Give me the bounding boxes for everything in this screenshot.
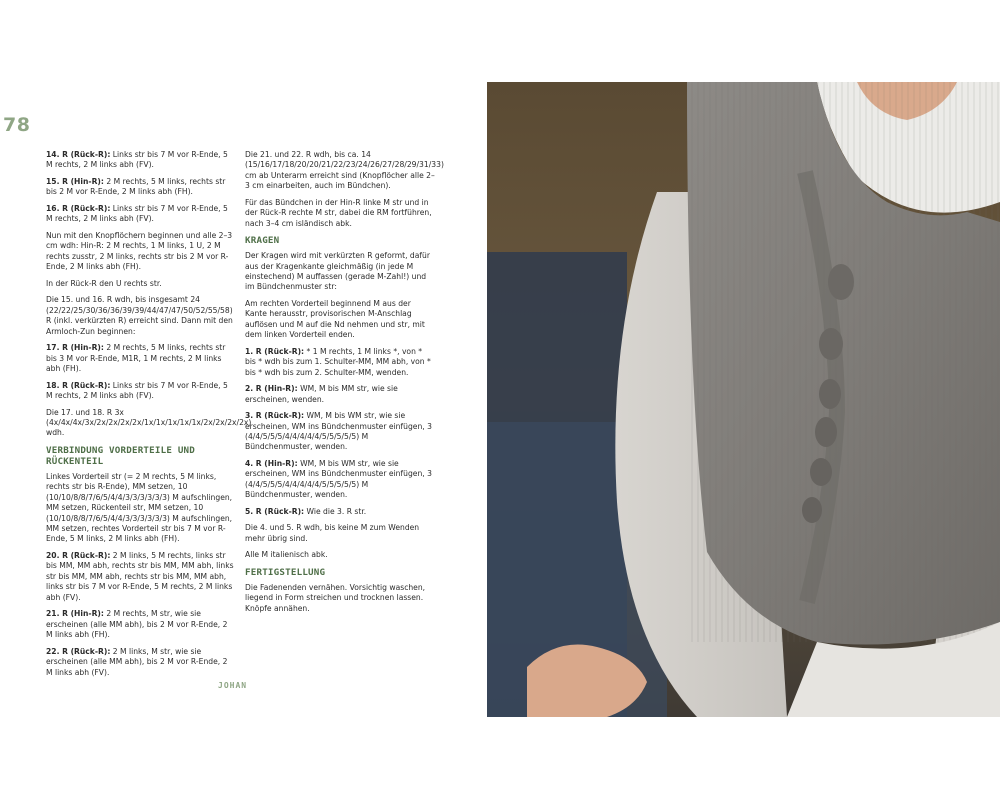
page-number: 78 <box>3 114 31 136</box>
instruction-paragraph <box>245 299 435 341</box>
row-label: 2. R (Hin-R): <box>245 384 298 394</box>
row-label: 22. R (Rück-R): <box>46 646 111 656</box>
row-label: 1. R (Rück-R): <box>245 346 305 356</box>
instruction-paragraph <box>46 204 234 225</box>
row-label: 20. R (Rück-R): <box>46 551 111 561</box>
instruction-text: 2 M rechts, 5 M links, rechts str bis 2 M vor R-Ende, 2 M links abh (FH). <box>46 177 226 197</box>
instruction-text: WM, M bis WM str, wie sie erscheinen, WM ins Bündchenmuster einfügen, 3 (4/4/5/5/5/4/4/4/4/4/5/5/5/5/5) M Bündchenmuster, wenden. <box>245 411 432 452</box>
row-label: 14. R (Rück-R): <box>46 150 111 159</box>
instruction-paragraph <box>245 198 435 229</box>
instruction-paragraph <box>46 279 234 289</box>
instruction-paragraph <box>46 150 234 171</box>
instruction-paragraph <box>46 647 234 678</box>
instruction-text: Am rechten Vorderteil beginnend M aus der Kante herausstr, provisorischen M-Anschlag auflösen und M auf die Nd nehmen und str, mit dem linken Vorderteil enden. <box>245 299 425 340</box>
instructions-part-5 <box>245 583 435 614</box>
section-heading-fertigstellung: FERTIGSTELLUNG <box>245 567 326 579</box>
instruction-paragraph <box>245 251 435 293</box>
instruction-paragraph <box>245 347 435 378</box>
row-label: 16. R (Rück-R): <box>46 204 111 213</box>
instruction-paragraph <box>46 295 234 337</box>
section-heading-verbindung: VERBINDUNG VORDERTEILE UND RÜCKENTEIL <box>46 445 196 468</box>
instruction-text: Für das Bündchen in der Hin-R linke M str und in der Rück-R rechte M str, dabei die RM fortführen, nach 3–4 cm isländisch abk. <box>245 197 432 228</box>
instruction-paragraph <box>245 411 435 453</box>
instruction-text: Die 4. und 5. R wdh, bis keine M zum Wenden mehr übrig sind. <box>245 523 420 543</box>
instruction-text: 2 M rechts, M str, wie sie erscheinen (alle MM abh), bis 2 M vor R-Ende, 2 M links abh (FH). <box>46 609 228 640</box>
instruction-text: WM, M bis MM str, wie sie erscheinen, wenden. <box>245 384 398 404</box>
instruction-paragraph <box>46 609 234 640</box>
instructions-part-4 <box>245 251 435 561</box>
instruction-text: Der Kragen wird mit verkürzten R geformt, dafür aus der Kragenkante gleichmäßig (in jede M einstechend) M auffassen (gerade M-Zahl!) und im Bündchenmuster str: <box>245 251 430 292</box>
instruction-paragraph <box>46 407 252 439</box>
instruction-paragraph <box>245 550 435 560</box>
instruction-text: Alle M italienisch abk. <box>245 550 328 560</box>
instruction-text: Die 15. und 16. R wdh, bis insgesamt 24 (22/22/25/30/36/36/39/39/44/47/47/50/52/55/58) R (inkl. verkürzten R) erreicht sind. Dann mit den Armloch-Zun beginnen: <box>46 295 233 336</box>
pattern-name-footer: JOHAN <box>218 681 248 690</box>
row-label: 15. R (Hin-R): <box>46 177 104 186</box>
row-label: 4. R (Hin-R): <box>245 459 298 469</box>
text-column-right <box>245 150 444 620</box>
instruction-paragraph <box>245 523 435 544</box>
instruction-text: WM, M bis WM str, wie sie erscheinen, WM ins Bündchenmuster einfügen, 3 (4/4/5/5/5/4/4/4/4/4/5/5/5/5/5) M Bündchenmuster, wenden. <box>245 459 432 500</box>
text-column-left <box>46 150 252 684</box>
instruction-paragraph <box>245 150 444 192</box>
instruction-paragraph <box>245 583 435 614</box>
instruction-text: Links str bis 7 M vor R-Ende, 5 M rechts, 2 M links abh (FV). <box>46 380 228 401</box>
instructions-part-2 <box>46 472 234 678</box>
instruction-paragraph <box>245 459 435 501</box>
instruction-paragraph <box>245 384 435 405</box>
instruction-text: Wie die 3. R str. <box>304 506 367 516</box>
instruction-paragraph <box>46 343 234 374</box>
instruction-text: 2 M links, 5 M rechts, links str bis MM, MM abh, rechts str bis MM, MM abh, links str bis MM, MM abh, rechts str bis MM, MM abh, links str bis 7 M vor R-Ende, 5 M rechts, 2 M links abh (FV). <box>46 551 234 602</box>
instruction-text: Linkes Vorderteil str (= 2 M rechts, 5 M links, rechts str bis R-Ende), MM setzen, 10 (10/10/8/8/7/6/5/4/4/3/3/3/3/3/3) M aufschlingen, MM setzen, Rückenteil str, MM setzen, 10 (10/10/8/8/7/6/5/4/4/3/3/3/3/3/3) M aufschlingen, MM setzen, rechtes Vorderteil str bis 7 M vor R-Ende, 5 M links, 2 M links abh (FH). <box>46 472 233 544</box>
instruction-paragraph <box>46 381 234 402</box>
instruction-text: * 1 M rechts, 1 M links *, von * bis * wdh bis zum 1. Schulter-MM, MM abh, von * bis * wdh bis zum 2. Schulter-MM, wenden. <box>245 346 431 377</box>
instruction-text: Die 21. und 22. R wdh, bis ca. 14 (15/16/17/18/20/20/21/22/23/24/26/27/28/29/31/33) cm ab Unterarm erreicht sind (Knopflöcher alle 2–3 cm einarbeiten, auch im Bündchen). <box>245 150 444 191</box>
instruction-text: Nun mit den Knopflöchern beginnen und alle 2–3 cm wdh: Hin-R: 2 M rechts, 1 M links, 1 U, 2 M rechts zusstr, 2 M links, rechts str bis 2 M vor R-Ende, 2 M links abh (FH). <box>46 231 233 272</box>
instruction-paragraph <box>46 177 234 198</box>
instruction-paragraph <box>245 507 435 517</box>
cardigan-photo <box>487 82 1000 717</box>
instruction-text: Die Fadenenden vernähen. Vorsichtig waschen, liegend in Form streichen und trocknen lassen. Knöpfe annähen. <box>245 583 426 613</box>
row-label: 17. R (Hin-R): <box>46 343 104 353</box>
instruction-text: Links str bis 7 M vor R-Ende, 5 M rechts, 2 M links abh (FV). <box>46 204 228 224</box>
row-label: 5. R (Rück-R): <box>245 506 305 516</box>
instruction-paragraph <box>46 472 234 545</box>
instruction-paragraph <box>46 231 234 273</box>
row-label: 18. R (Rück-R): <box>46 380 111 390</box>
row-label: 21. R (Hin-R): <box>46 609 104 619</box>
instruction-paragraph <box>46 551 234 603</box>
instruction-text: 2 M rechts, 5 M links, rechts str bis 3 M vor R-Ende, M1R, 1 M rechts, 2 M links abh (FH). <box>46 343 226 374</box>
instruction-text: Links str bis 7 M vor R-Ende, 5 M rechts, 2 M links abh (FV). <box>46 150 228 170</box>
instructions-part-1 <box>46 150 252 439</box>
section-heading-kragen: KRAGEN <box>245 235 280 247</box>
instruction-text: 2 M links, M str, wie sie erscheinen (alle MM abh), bis 2 M vor R-Ende, 2 M links abh (FV). <box>46 646 228 677</box>
instructions-part-3 <box>245 150 444 229</box>
instruction-text: In der Rück-R den U rechts str. <box>46 278 162 288</box>
row-label: 3. R (Rück-R): <box>245 411 305 421</box>
instruction-text: Die 17. und 18. R 3x (4x/4x/4x/3x/2x/2x/2x/2x/1x/1x/1x/1x/1x/2x/2x/2x/2x) wdh. <box>46 407 252 438</box>
